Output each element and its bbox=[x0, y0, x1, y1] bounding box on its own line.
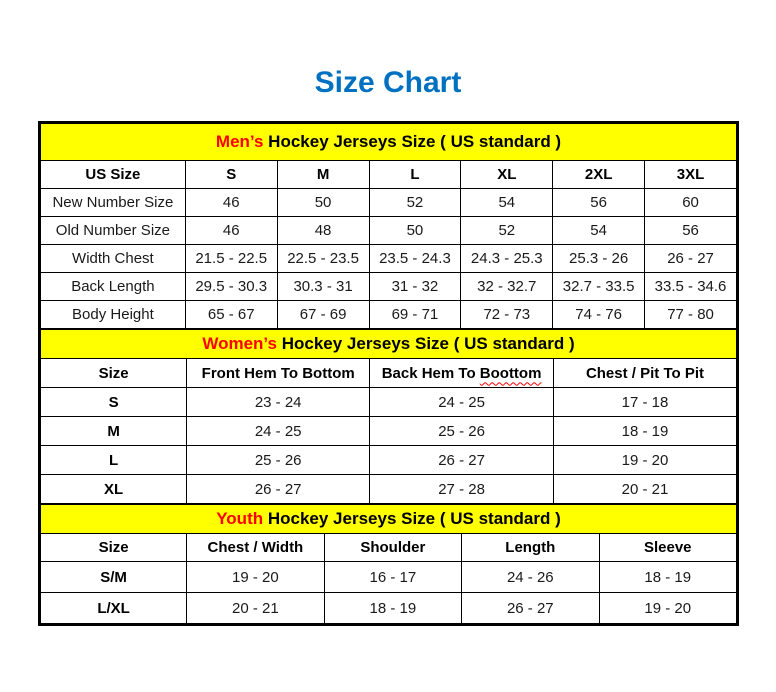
data-cell: 54 bbox=[461, 189, 553, 217]
row-label: M bbox=[41, 417, 187, 446]
data-cell: 60 bbox=[645, 189, 737, 217]
data-cell: 19 - 20 bbox=[187, 562, 324, 593]
section-header-mens bbox=[41, 124, 737, 161]
row-label: L bbox=[41, 446, 187, 475]
data-cell: 50 bbox=[277, 189, 369, 217]
data-cell: 54 bbox=[553, 217, 645, 245]
data-cell: 32.7 - 33.5 bbox=[553, 273, 645, 301]
data-cell: 24 - 25 bbox=[187, 417, 370, 446]
data-cell: 20 - 21 bbox=[187, 593, 324, 624]
data-cell: 33.5 - 34.6 bbox=[645, 273, 737, 301]
misspelled-word: Boottom bbox=[479, 364, 542, 382]
column-header: Size bbox=[41, 359, 187, 388]
column-header: 2XL bbox=[553, 161, 645, 189]
row-label: L/XL bbox=[41, 593, 187, 624]
data-cell: 32 - 32.7 bbox=[461, 273, 553, 301]
section-accent: Women’s bbox=[202, 334, 277, 353]
table-row bbox=[41, 446, 737, 475]
section-accent: Youth bbox=[216, 509, 264, 528]
data-cell: 17 - 18 bbox=[553, 388, 736, 417]
data-cell: 29.5 - 30.3 bbox=[185, 273, 277, 301]
size-table-mens bbox=[40, 123, 737, 329]
table-row bbox=[41, 475, 737, 504]
data-cell: 26 - 27 bbox=[645, 245, 737, 273]
data-cell: 46 bbox=[185, 217, 277, 245]
data-cell: 23.5 - 24.3 bbox=[369, 245, 461, 273]
data-cell: 18 - 19 bbox=[553, 417, 736, 446]
data-cell: 25 - 26 bbox=[370, 417, 554, 446]
table-row bbox=[41, 189, 737, 217]
column-header: Sleeve bbox=[599, 534, 736, 562]
table-row bbox=[41, 217, 737, 245]
data-cell: 24.3 - 25.3 bbox=[461, 245, 553, 273]
column-header: 3XL bbox=[645, 161, 737, 189]
data-cell: 69 - 71 bbox=[369, 301, 461, 329]
data-cell: 20 - 21 bbox=[553, 475, 736, 504]
data-cell: 21.5 - 22.5 bbox=[185, 245, 277, 273]
data-cell: 52 bbox=[369, 189, 461, 217]
row-label: S bbox=[41, 388, 187, 417]
section-title-rest: Hockey Jerseys Size ( US standard ) bbox=[263, 509, 561, 528]
row-label: New Number Size bbox=[41, 189, 186, 217]
data-cell: 19 - 20 bbox=[553, 446, 736, 475]
row-label: Old Number Size bbox=[41, 217, 186, 245]
table-row bbox=[41, 388, 737, 417]
data-cell: 50 bbox=[369, 217, 461, 245]
data-cell: 26 - 27 bbox=[370, 446, 554, 475]
data-cell: 56 bbox=[553, 189, 645, 217]
section-title-rest: Hockey Jerseys Size ( US standard ) bbox=[263, 132, 562, 151]
column-header: Chest / Pit To Pit bbox=[553, 359, 736, 388]
size-chart-tables bbox=[38, 121, 739, 626]
data-cell: 24 - 26 bbox=[462, 562, 599, 593]
size-table-youth bbox=[40, 504, 737, 624]
data-cell: 27 - 28 bbox=[370, 475, 554, 504]
data-cell: 48 bbox=[277, 217, 369, 245]
section-header-womens bbox=[41, 330, 737, 359]
row-label: Back Length bbox=[41, 273, 186, 301]
data-cell: 18 - 19 bbox=[599, 562, 736, 593]
data-cell: 18 - 19 bbox=[324, 593, 461, 624]
data-cell: 74 - 76 bbox=[553, 301, 645, 329]
data-cell: 67 - 69 bbox=[277, 301, 369, 329]
column-header: L bbox=[369, 161, 461, 189]
column-header: XL bbox=[461, 161, 553, 189]
column-header: Front Hem To Bottom bbox=[187, 359, 370, 388]
data-cell: 25.3 - 26 bbox=[553, 245, 645, 273]
column-header: S bbox=[185, 161, 277, 189]
column-header: Size bbox=[41, 534, 187, 562]
column-header: M bbox=[277, 161, 369, 189]
column-header: Length bbox=[462, 534, 599, 562]
data-cell: 65 - 67 bbox=[185, 301, 277, 329]
data-cell: 77 - 80 bbox=[645, 301, 737, 329]
column-header: US Size bbox=[41, 161, 186, 189]
table-row bbox=[41, 273, 737, 301]
data-cell: 30.3 - 31 bbox=[277, 273, 369, 301]
section-header-youth bbox=[41, 505, 737, 534]
column-header: Back Hem To Boottom bbox=[370, 359, 554, 388]
data-cell: 31 - 32 bbox=[369, 273, 461, 301]
data-cell: 25 - 26 bbox=[187, 446, 370, 475]
table-row bbox=[41, 593, 737, 624]
data-cell: 16 - 17 bbox=[324, 562, 461, 593]
data-cell: 19 - 20 bbox=[599, 593, 736, 624]
data-cell: 26 - 27 bbox=[187, 475, 370, 504]
row-label: Body Height bbox=[41, 301, 186, 329]
data-cell: 72 - 73 bbox=[461, 301, 553, 329]
column-header: Chest / Width bbox=[187, 534, 324, 562]
data-cell: 24 - 25 bbox=[370, 388, 554, 417]
page-title: Size Chart bbox=[314, 66, 462, 99]
row-label: XL bbox=[41, 475, 187, 504]
data-cell: 52 bbox=[461, 217, 553, 245]
size-table-womens bbox=[40, 329, 737, 504]
data-cell: 23 - 24 bbox=[187, 388, 370, 417]
data-cell: 26 - 27 bbox=[462, 593, 599, 624]
data-cell: 56 bbox=[645, 217, 737, 245]
data-cell: 46 bbox=[185, 189, 277, 217]
row-label: S/M bbox=[41, 562, 187, 593]
table-row bbox=[41, 562, 737, 593]
table-row bbox=[41, 301, 737, 329]
data-cell: 22.5 - 23.5 bbox=[277, 245, 369, 273]
section-accent: Men’s bbox=[215, 132, 264, 151]
table-row bbox=[41, 245, 737, 273]
table-row bbox=[41, 417, 737, 446]
row-label: Width Chest bbox=[41, 245, 186, 273]
section-title-rest: Hockey Jerseys Size ( US standard ) bbox=[276, 334, 575, 353]
column-header: Shoulder bbox=[324, 534, 461, 562]
